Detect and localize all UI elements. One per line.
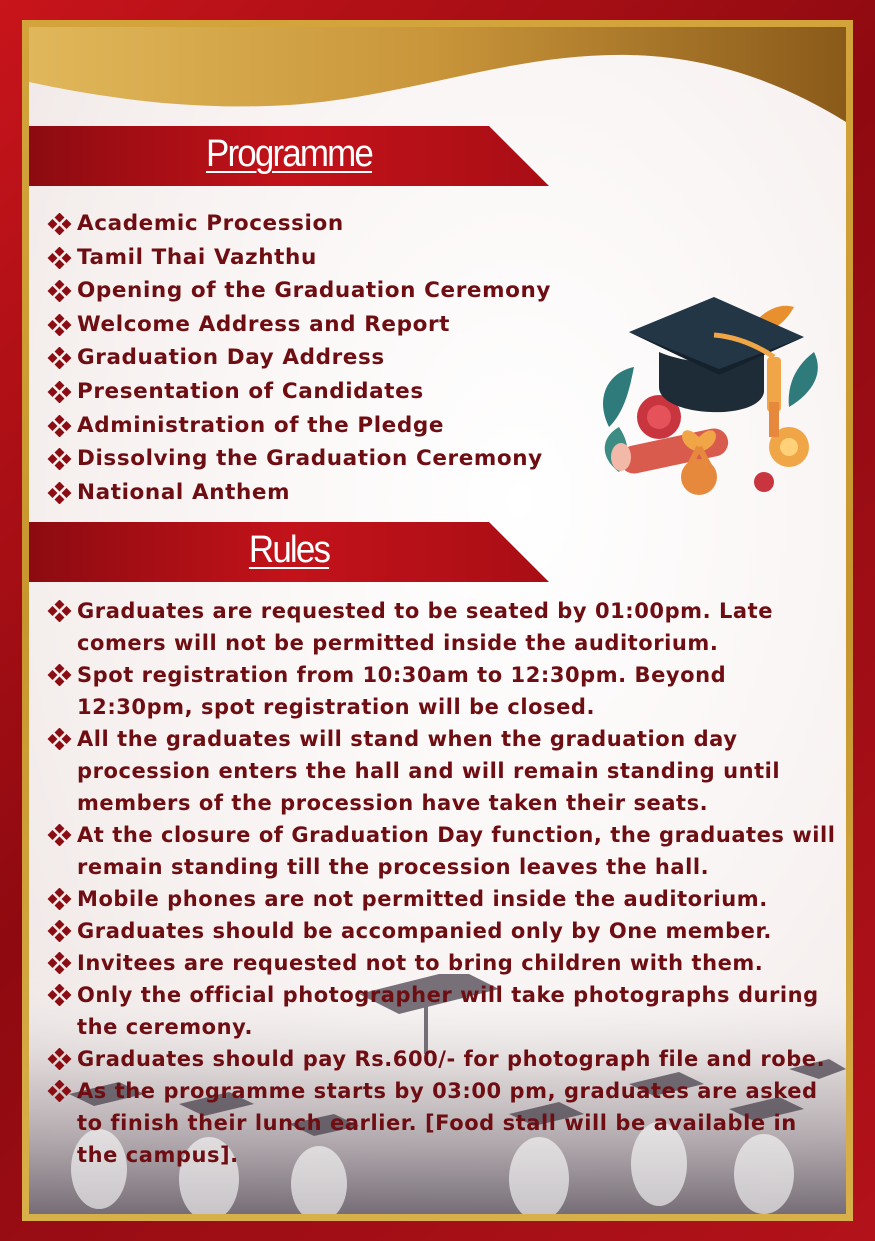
list-item: Graduates are requested to be seated by 01:00pm. Late comers will not be permitted inside the auditorium. <box>47 595 837 659</box>
list-item: Opening of the Graduation Ceremony <box>47 274 607 308</box>
diamond-bullet-icon <box>47 600 73 622</box>
programme-list <box>47 207 607 509</box>
diamond-bullet-icon <box>47 728 73 750</box>
list-item: Dissolving the Graduation Ceremony <box>47 442 607 476</box>
diamond-bullet-icon <box>47 920 73 942</box>
diamond-bullet-icon <box>47 824 73 846</box>
diamond-bullet-icon <box>47 381 73 403</box>
list-item: Academic Procession <box>47 207 607 241</box>
programme-title: Programme <box>205 133 373 175</box>
list-item: Administration of the Pledge <box>47 409 607 443</box>
rules-title: Rules <box>248 529 330 571</box>
list-item: Graduation Day Address <box>47 341 607 375</box>
list-item: Only the official photographer will take photographs during the ceremony. <box>47 979 837 1043</box>
diamond-bullet-icon <box>47 888 73 910</box>
diamond-bullet-icon <box>47 664 73 686</box>
list-item: National Anthem <box>47 476 607 510</box>
diamond-bullet-icon <box>47 314 73 336</box>
list-item: At the closure of Graduation Day function, the graduates will remain standing till the procession leaves the hall. <box>47 819 837 883</box>
diamond-bullet-icon <box>47 984 73 1006</box>
gold-wave-decoration <box>29 27 846 137</box>
list-item: Mobile phones are not permitted inside the auditorium. <box>47 883 837 915</box>
diamond-bullet-icon <box>47 347 73 369</box>
list-item: Graduates should be accompanied only by One member. <box>47 915 837 947</box>
programme-banner <box>29 126 549 186</box>
diamond-bullet-icon <box>47 952 73 974</box>
diamond-bullet-icon <box>47 1048 73 1070</box>
list-item: Tamil Thai Vazhthu <box>47 241 607 275</box>
diamond-bullet-icon <box>47 213 73 235</box>
list-item: Graduates should pay Rs.600/- for photograph file and robe. <box>47 1043 837 1075</box>
list-item: As the programme starts by 03:00 pm, graduates are asked to finish their lunch earlier. [Food stall will be available in the campus]. <box>47 1075 837 1171</box>
rules-banner <box>29 522 549 582</box>
rules-list <box>47 595 837 1171</box>
diamond-bullet-icon <box>47 1080 73 1102</box>
list-item: Invitees are requested not to bring children with them. <box>47 947 837 979</box>
diamond-bullet-icon <box>47 448 73 470</box>
list-item: Welcome Address and Report <box>47 308 607 342</box>
content-card <box>29 27 846 1214</box>
diamond-bullet-icon <box>47 415 73 437</box>
diamond-bullet-icon <box>47 280 73 302</box>
list-item: All the graduates will stand when the graduation day procession enters the hall and will remain standing until members of the procession have taken their seats. <box>47 723 837 819</box>
diamond-bullet-icon <box>47 482 73 504</box>
diamond-bullet-icon <box>47 247 73 269</box>
graduation-cap-icon <box>589 277 829 507</box>
list-item: Presentation of Candidates <box>47 375 607 409</box>
list-item: Spot registration from 10:30am to 12:30pm. Beyond 12:30pm, spot registration will be closed. <box>47 659 837 723</box>
